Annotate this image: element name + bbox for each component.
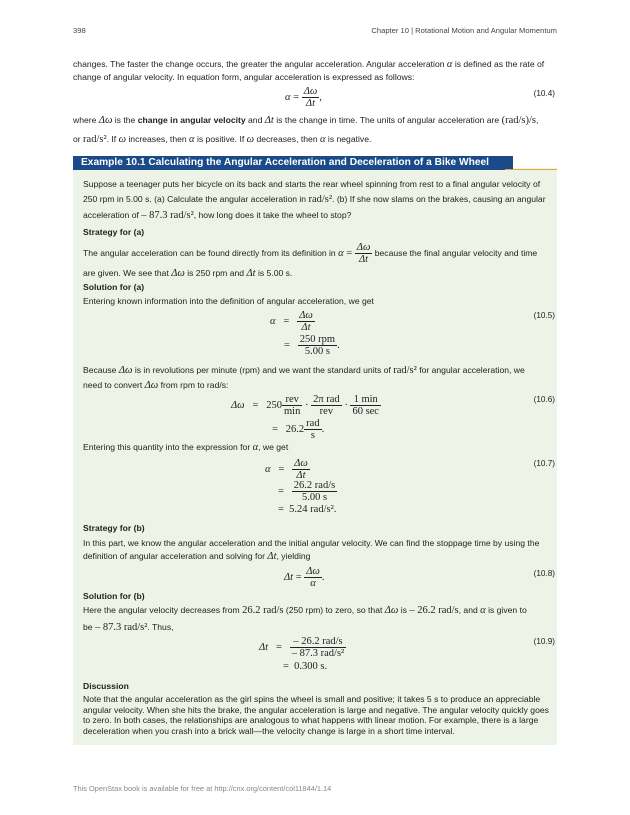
intro-paragraph: changes. The faster the change occurs, the greater the angular acceleration. Angular acceleration α is defined as the rate of change of angular velocity. In equation form, angular acceleration is expressed as follows:	[73, 59, 545, 82]
equation-number: (10.4)	[533, 89, 555, 98]
discussion-heading: Discussion	[83, 681, 129, 691]
example-problem: Suppose a teenager puts her bicycle on its back and starts the rear wheel spinning from rest to a final angular velocity of 250 rpm in 5.00 s. (a) Calculate the angular acceleration in rad/s². (b) If she now slams on the brakes, causing an angular acceleration of – 87.3 rad/s², how long does it take the wheel to stop?	[83, 179, 546, 221]
solution-b-heading: Solution for (b)	[83, 591, 145, 601]
equation-10-6: Δω = 250 $\frac{\text{rev}}{\min}$ · $\frac{\text{2π rad}}{\text{rev}}$ · $\frac{1 \min}{60 \sec}$ = 26.2 $\frac{\text{rad}}{s}$ . (10.6)	[231, 394, 555, 441]
solution-a-heading: Solution for (a)	[83, 282, 145, 292]
running-header: Chapter 10 | Rotational Motion and Angular Momentum	[371, 26, 557, 35]
units-paragraph: where Δω is the change in angular velocity and Δt is the change in time. The units of angular acceleration are (rad/s)/s, or rad/s². If ω increases, then α is positive. If ω decreases, then α is negative.	[73, 115, 539, 145]
example-title: Example 10.1 Calculating the Angular Acceleration and Deceleration of a Bike Wheel	[73, 156, 513, 170]
equation-10-4: α = $\frac{\Delta\omega}{\Delta t}$ , (10.4)	[285, 86, 555, 109]
equation-10-5: α = $\frac{\Delta\omega}{\Delta t}$ = $\frac{\text{250 rpm}}{5.00 s}$ . (10.5)	[270, 310, 555, 357]
strategy-b-heading: Strategy for (b)	[83, 523, 145, 533]
solution-a-text: Entering known information into the definition of angular acceleration, we get	[83, 296, 374, 306]
example-title-rule	[505, 169, 557, 170]
equation-10-7: α = $\frac{\Delta\omega}{\Delta t}$ = $\frac{\text{26.2 rad/s}}{5.00 s}$ = 5.24 rad/s². (10.7)	[265, 458, 555, 515]
page-number: 398	[73, 26, 86, 35]
footer-note: This OpenStax book is available for free at http://cnx.org/content/col11844/1.14	[73, 784, 332, 793]
strategy-b-text: In this part, we know the angular acceleration and the initial angular velocity. We can find the stoppage time by using the definition of angular acceleration and solving for Δt, yielding	[83, 538, 540, 562]
equation-10-8: Δt = $\frac{\Delta\omega}{\alpha}$ . (10.8)	[284, 566, 555, 589]
enter-text: Entering this quantity into the expression for α, we get	[83, 442, 289, 453]
solution-b-text: Here the angular velocity decreases from 26.2 rad/s (250 rpm) to zero, so that Δω is – 26.2 rad/s, and α is given to be – 87.3 rad/s². Thus,	[83, 605, 527, 633]
strategy-a-text: The angular acceleration can be found directly from its definition in α = $\frac{\Delta\omega}{\Delta t}$ because the final angular velocity and time are given. We see that Δω is 250 rpm and Δt is 5.00 s.	[83, 242, 538, 279]
conversion-text: Because Δω is in revolutions per minute (rpm) and we want the standard units of rad/s² for angular acceleration, we need to convert Δω from rpm to rad/s:	[83, 365, 525, 391]
strategy-a-heading: Strategy for (a)	[83, 227, 145, 237]
discussion-text: Note that the angular acceleration as the girl spins the wheel is small and positive; it takes 5 s to produce an appreciable angular velocity. When she hits the brake, the angular acceleration is large and negative. The angular velocity quickly goes to zero. In both cases, the relationships are analogous to what happens with linear motion. For example, there is a large deceleration when you crash into a brick wall—the velocity change is large in a short time interval.	[83, 694, 549, 736]
equation-10-9: Δt = $\frac{\text{– 26.2 rad/s}}{\text{– 87.3 rad/s²}}$ = 0.300 s. (10.9)	[259, 636, 555, 672]
